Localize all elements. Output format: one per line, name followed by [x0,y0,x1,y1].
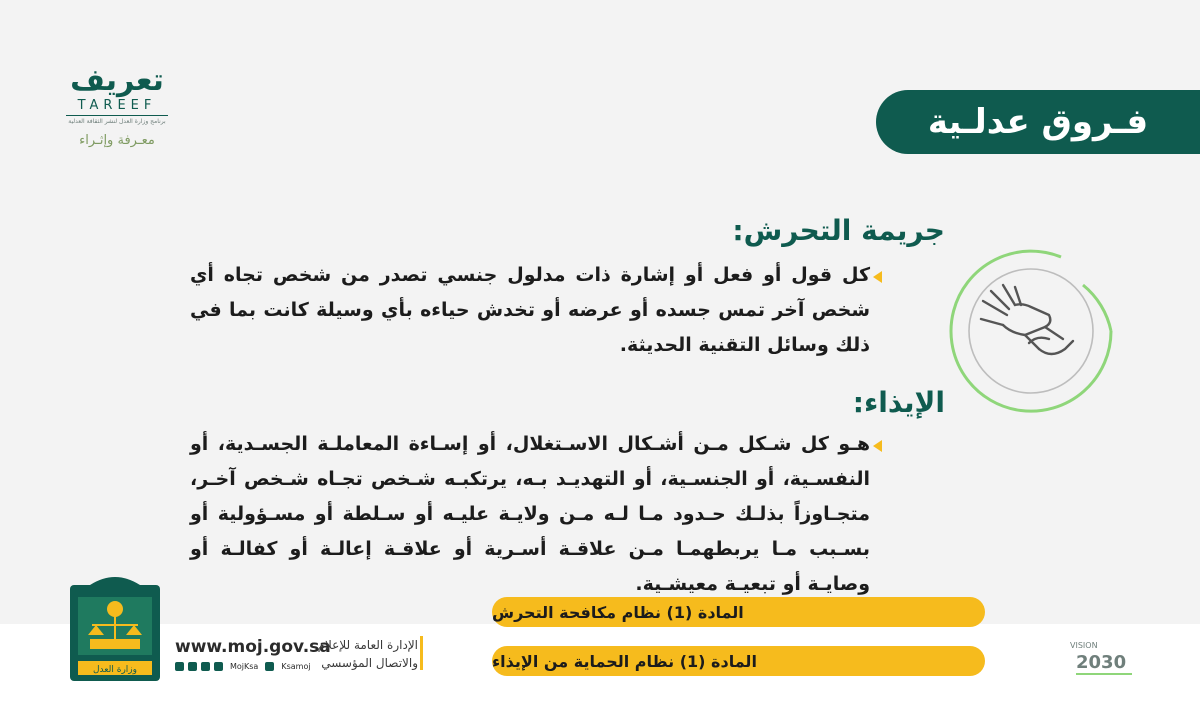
reference-pill-harassment [492,597,985,627]
vision-year: 2030 [1076,652,1127,673]
instagram-icon[interactable] [188,662,197,671]
website-link[interactable]: www.moj.gov.sa [175,637,331,657]
tareef-logo [52,63,182,148]
section-heading-abuse: الإيذاء: [852,386,945,419]
section-text-harassment: كل قول أو فعل أو إشارة ذات مدلول جنسي تصدر من شخص تجاه أي شخص آخر تمس جسده أو عرضه أو تخدش حياءه بأي وسيلة كانت بما في ذلك وسائل التقنية الحديثة. [190,264,870,356]
youtube-icon[interactable] [265,662,274,671]
vision-2030-logo [1068,636,1138,682]
twitter-icon[interactable] [175,662,184,671]
department-name [308,636,418,672]
page-title-banner [876,90,1200,154]
bullet-marker [873,271,882,283]
emblem-label: وزارة العدل [93,665,137,675]
page-title: فـروق عدلـية [927,102,1149,142]
department-line: الإدارة العامة للإعلام [317,638,418,652]
logo-tagline: معـرفة وإثـراء [79,133,155,148]
section-heading-harassment: جريمة التحرش: [732,214,945,247]
ministry-emblem-icon [68,575,162,683]
reference-pill-abuse [492,646,985,676]
social-handle[interactable]: Ksamoj [281,662,311,671]
logo-latin: TAREEF [77,98,157,113]
reference-text: المادة (1) نظام الحماية من الإيذاء [492,651,757,671]
vision-label: VISION [1070,641,1098,650]
snapchat-icon[interactable] [201,662,210,671]
linkedin-icon[interactable] [214,662,223,671]
reference-text: المادة (1) نظام مكافحة التحرش [492,602,744,622]
department-divider [420,636,423,670]
logo-arabic: تعريف [70,63,164,98]
section-text-abuse: هـو كل شـكل مـن أشـكال الاسـتغلال، أو إسـاءة المعاملـة الجسـدية، أو النفسـية، أو الجنسـية، أو التهديـد بـه، يرتكبـه شـخص تجـاه شـخص آخـر، متجـاوزاً بذلـك حـدود مـا لـه مـن ولايـة عليـه أو سـلطة أو مسـؤولية أو بسـبب مـا يربطهمـا مـن علاقـة أسـرية أو علاقـة إعالـة أو كفالـة أو وصايـة أو تبعيـة معيشـية. [190,433,870,595]
social-handle[interactable]: MojKsa [230,662,259,671]
bullet-marker [873,440,882,452]
hand-grab-icon [941,241,1121,421]
department-line: والاتصال المؤسسي [321,656,418,670]
social-links [175,662,314,671]
logo-program: برنامج وزارة العدل لنشر الثقافة العدلية [68,118,166,125]
logo-divider [66,115,168,116]
